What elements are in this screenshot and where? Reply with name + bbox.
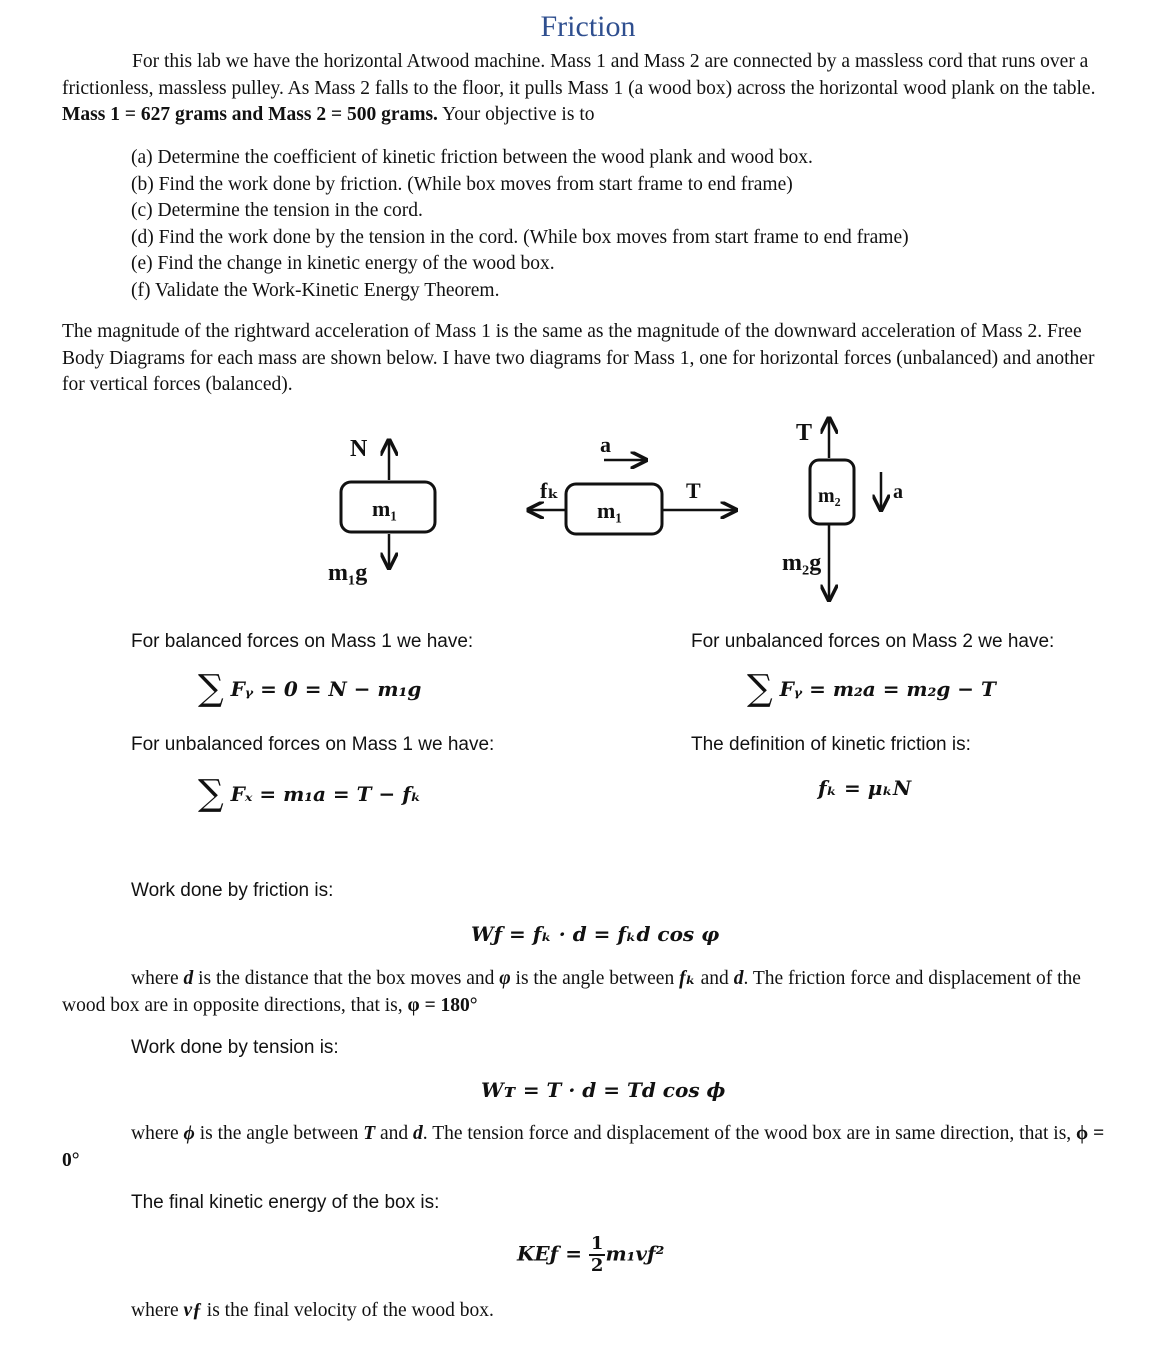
work-friction-explanation: where d is the distance that the box moves and φ is the angle between fₖ and d. The friction force and displacement of the wood box are in opposite directions, that is, φ = 180°: [62, 968, 1081, 1016]
intro-text-2: Your objective is to: [437, 104, 595, 125]
free-body-diagrams: [0, 410, 1176, 610]
friction-angle-condition: φ = 180°: [407, 994, 478, 1016]
kinetic-friction-equation: fₖ = μₖN: [818, 776, 912, 800]
balanced-m1-equation: ∑ Fᵧ = 0 = N − m₁g: [198, 668, 422, 709]
objective-list: [131, 145, 1131, 304]
list-item: (b) Find the work done by friction. (While box moves from start frame to end frame): [131, 173, 793, 195]
mass1-label-horizontal: m₁: [597, 498, 622, 523]
weight-label: m₁g: [328, 560, 368, 586]
fbd-mass1-horizontal: [528, 432, 736, 534]
work-tension-label: Work done by tension is:: [131, 1037, 339, 1058]
balanced-m1-label: For balanced forces on Mass 1 we have:: [131, 631, 474, 652]
list-item: (d) Find the work done by the tension in the cord. (While box moves from start frame to end frame): [131, 226, 909, 248]
acceleration-paragraph: The magnitude of the rightward acceleration of Mass 1 is the same as the magnitude of the downward acceleration of Mass 2. Free Body Diagrams for each mass are shown below. I have two diagrams for Mass 1, one for horizontal forces (unbalanced) and another for vertical forces (balanced).: [62, 321, 1095, 395]
work-tension-explanation: where ϕ is the angle between T and d. The tension force and displacement of the wood box are in same direction, that is, ϕ = 0°: [62, 1123, 1105, 1171]
fbd-mass2: [782, 418, 903, 600]
friction-label: fₖ: [540, 478, 559, 503]
unbalanced-m2-equation: ∑ Fᵧ = m₂a = m₂g − T: [747, 668, 996, 709]
unbalanced-m1-label: For unbalanced forces on Mass 1 we have:: [131, 734, 495, 755]
intro-text-1: For this lab we have the horizontal Atwood machine. Mass 1 and Mass 2 are connected by a massless cord that runs over a frictionless, massless pulley. As Mass 2 falls to the floor, it pulls Mass 1 (a wood box) across the horizontal wood plank on the table.: [62, 51, 1096, 99]
final-velocity-note: where vƒ is the final velocity of the wood box.: [131, 1300, 494, 1321]
unbalanced-m1-equation: ∑ Fₓ = m₁a = T − fₖ: [198, 773, 422, 814]
list-item: (c) Determine the tension in the cord.: [131, 200, 423, 221]
mass1-label: m₁: [372, 496, 397, 521]
fbd-mass1-vertical: [328, 436, 435, 586]
kinetic-energy-equation: KEƒ = $\frac{1}{2}$ m₁vƒ²: [517, 1233, 665, 1276]
list-item: (e) Find the change in kinetic energy of the wood box.: [131, 253, 555, 274]
list-item: (f) Validate the Work-Kinetic Energy Theorem.: [131, 279, 500, 301]
unbalanced-m2-label: For unbalanced forces on Mass 2 we have:: [691, 631, 1055, 652]
work-tension-equation: Wᴛ = T · d = Td cos ϕ: [481, 1078, 726, 1102]
kinetic-friction-label: The definition of kinetic friction is:: [691, 734, 971, 755]
page-title: Friction: [540, 10, 636, 43]
weight-label-m2: m₂g: [782, 550, 822, 576]
accel-label: a: [600, 432, 611, 457]
intro-paragraph: [62, 49, 1122, 129]
kinetic-energy-label: The final kinetic energy of the box is:: [131, 1192, 440, 1213]
one-half-fraction: $\frac{1}{2}$: [590, 1233, 604, 1276]
list-item: (a) Determine the coefficient of kinetic friction between the wood plank and wood box.: [131, 147, 813, 168]
accel-label-m2: a: [893, 481, 903, 503]
normal-force-label: N: [350, 436, 368, 462]
tension-label-m2: T: [796, 420, 813, 446]
work-friction-label: Work done by friction is:: [131, 880, 334, 901]
mass2-label: m₂: [818, 485, 841, 507]
mass-values: Mass 1 = 627 grams and Mass 2 = 500 grams.: [62, 104, 438, 125]
work-friction-equation: Wƒ = fₖ · d = fₖd cos φ: [471, 922, 720, 946]
tension-label: T: [686, 478, 701, 503]
tension-angle-condition: ϕ = 0°: [62, 1123, 1105, 1171]
